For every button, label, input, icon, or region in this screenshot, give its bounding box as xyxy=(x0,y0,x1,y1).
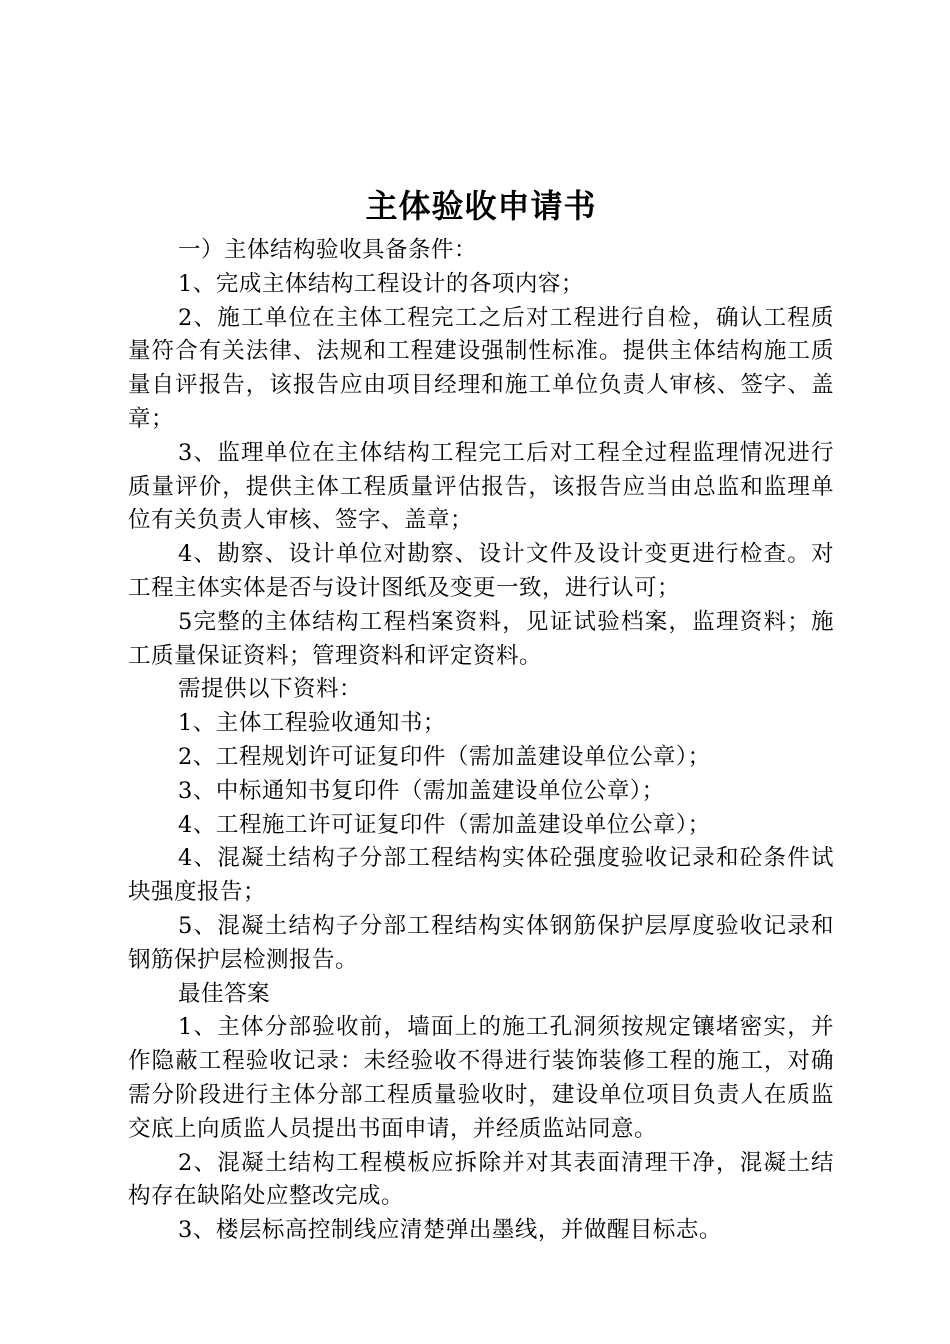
paragraph-material-4b: 4、混凝土结构子分部工程结构实体砼强度验收记录和砼条件试块强度报告； xyxy=(128,845,834,906)
paragraph-condition-2: 2、施工单位在主体工程完工之后对工程进行自检，确认工程质量符合有关法律、法规和工程建设强制性标准。提供主体结构施工质量自评报告，该报告应由项目经理和施工单位负责人审核、签字、盖章； xyxy=(128,304,834,432)
paragraph-condition-3: 3、监理单位在主体结构工程完工后对工程全过程监理情况进行质量评价，提供主体工程质量评估报告，该报告应当由总监和监理单位有关负责人审核、签字、盖章； xyxy=(128,439,834,534)
paragraph-material-2: 2、工程规划许可证复印件（需加盖建设单位公章）； xyxy=(178,743,711,770)
document-page xyxy=(128,182,834,1248)
paragraph-answer-2: 2、混凝土结构工程模板应拆除并对其表面清理干净，混凝土结构存在缺陷处应整改完成。 xyxy=(128,1149,834,1210)
paragraph-best-answer-heading: 最佳答案 xyxy=(178,980,271,1007)
paragraph-condition-4: 4、勘察、设计单位对勘察、设计文件及设计变更进行检查。对工程主体实体是否与设计图纸及变更一致，进行认可； xyxy=(128,541,834,601)
paragraph-material-4a: 4、工程施工许可证复印件（需加盖建设单位公章）； xyxy=(178,811,711,838)
paragraph-material-3: 3、中标通知书复印件（需加盖建设单位公章）； xyxy=(178,777,665,804)
paragraph-material-1: 1、主体工程验收通知书； xyxy=(178,710,446,737)
paragraph-condition-5: 5完整的主体结构工程档案资料，见证试验档案，监理资料；施工质量保证资料；管理资料和评定资料。 xyxy=(128,608,834,669)
paragraph-conditions-heading: 一）主体结构验收具备条件： xyxy=(178,237,478,263)
paragraph-condition-1: 1、完成主体结构工程设计的各项内容； xyxy=(178,270,584,297)
paragraph-materials-heading: 需提供以下资料： xyxy=(178,676,363,703)
document-title: 主体验收申请书 xyxy=(365,187,597,225)
paragraph-answer-1: 1、主体分部验收前，墙面上的施工孔洞须按规定镶堵密实，并作隐蔽工程验收记录：未经验收不得进行装饰装修工程的施工，对确需分阶段进行主体分部工程质量验收时，建设单位项目负责人在质监交底上向质监人员提出书面申请，并经质监站同意。 xyxy=(128,1014,834,1142)
paragraph-material-5: 5、混凝土结构子分部工程结构实体钢筋保护层厚度验收记录和钢筋保护层检测报告。 xyxy=(128,912,834,973)
paragraph-answer-3: 3、楼层标高控制线应清楚弹出墨线，并做醒目标志。 xyxy=(178,1217,722,1244)
